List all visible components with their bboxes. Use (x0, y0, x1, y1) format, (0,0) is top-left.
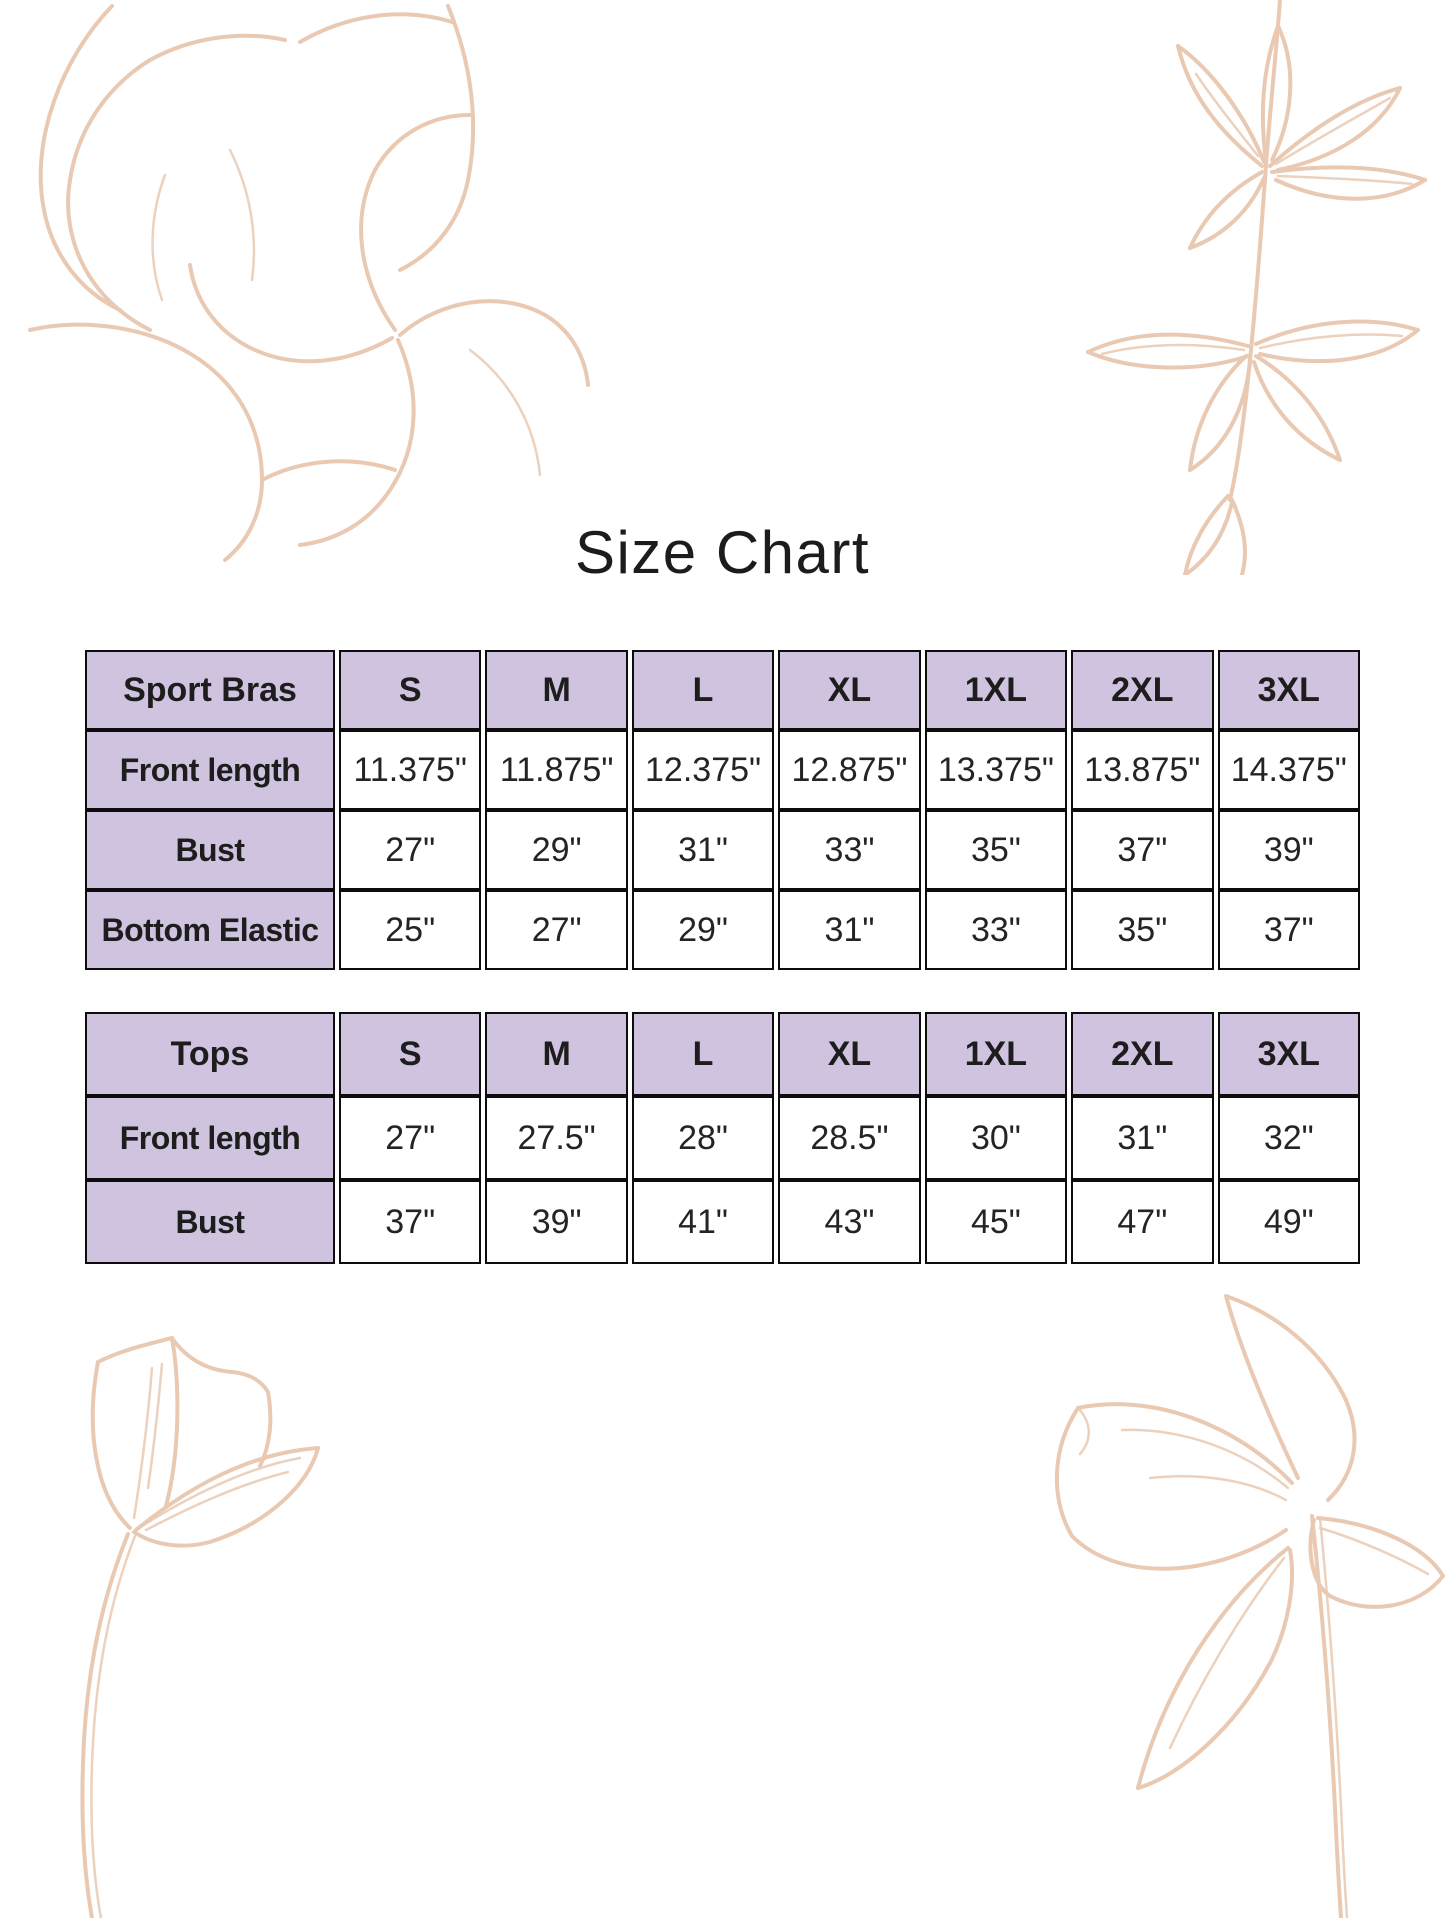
sport-bras-body (85, 730, 1360, 970)
value-cell: 31" (632, 810, 774, 890)
value-cell: 31" (1071, 1096, 1213, 1180)
value-cell: 13.875" (1071, 730, 1213, 810)
row-label-cell: Front length (85, 1096, 335, 1180)
value-cell: 27" (485, 890, 627, 970)
value-cell: 39" (1218, 810, 1360, 890)
measurement-row (85, 1096, 1360, 1180)
value-cell: 27" (339, 1096, 481, 1180)
value-cell: 28" (632, 1096, 774, 1180)
size-header-cell: 2XL (1071, 1012, 1213, 1096)
size-header-cell: L (632, 650, 774, 730)
page-title: Size Chart (574, 519, 871, 586)
wildflower-illustration (1030, 1278, 1445, 1918)
measurement-row (85, 730, 1360, 810)
size-header-cell: L (632, 1012, 774, 1096)
value-cell: 49" (1218, 1180, 1360, 1264)
row-label-cell: Bottom Elastic (85, 890, 335, 970)
value-cell: 35" (925, 810, 1067, 890)
size-header-cell: M (485, 650, 627, 730)
size-header-cell: XL (778, 650, 920, 730)
header-row (85, 650, 1360, 730)
table-title-cell: Sport Bras (85, 650, 335, 730)
value-cell: 47" (1071, 1180, 1213, 1264)
value-cell: 13.375" (925, 730, 1067, 810)
size-header-cell: 3XL (1218, 650, 1360, 730)
peony-flower-illustration (0, 0, 595, 565)
value-cell: 30" (925, 1096, 1067, 1180)
value-cell: 41" (632, 1180, 774, 1264)
value-cell: 39" (485, 1180, 627, 1264)
row-label-cell: Bust (85, 810, 335, 890)
sport-bras-size-table (81, 650, 1364, 970)
value-cell: 33" (925, 890, 1067, 970)
measurement-row (85, 1180, 1360, 1264)
value-cell: 29" (485, 810, 627, 890)
size-header-cell: 1XL (925, 650, 1067, 730)
table-title-cell: Tops (85, 1012, 335, 1096)
value-cell: 37" (1071, 810, 1213, 890)
value-cell: 29" (632, 890, 774, 970)
value-cell: 31" (778, 890, 920, 970)
leaf-branch-illustration (1040, 0, 1445, 575)
tulip-flower-illustration (0, 1328, 330, 1918)
value-cell: 11.375" (339, 730, 481, 810)
value-cell: 14.375" (1218, 730, 1360, 810)
value-cell: 33" (778, 810, 920, 890)
row-label-cell: Front length (85, 730, 335, 810)
size-header-cell: XL (778, 1012, 920, 1096)
tops-header (85, 1012, 1360, 1096)
measurement-row (85, 810, 1360, 890)
value-cell: 32" (1218, 1096, 1360, 1180)
value-cell: 12.375" (632, 730, 774, 810)
value-cell: 35" (1071, 890, 1213, 970)
value-cell: 25" (339, 890, 481, 970)
tops-body (85, 1096, 1360, 1264)
value-cell: 12.875" (778, 730, 920, 810)
value-cell: 43" (778, 1180, 920, 1264)
measurement-row (85, 890, 1360, 970)
header-row (85, 1012, 1360, 1096)
value-cell: 37" (1218, 890, 1360, 970)
size-header-cell: M (485, 1012, 627, 1096)
value-cell: 27" (339, 810, 481, 890)
size-header-cell: S (339, 1012, 481, 1096)
sport-bras-header (85, 650, 1360, 730)
value-cell: 27.5" (485, 1096, 627, 1180)
tops-size-table (81, 1012, 1364, 1264)
size-header-cell: S (339, 650, 481, 730)
value-cell: 45" (925, 1180, 1067, 1264)
value-cell: 11.875" (485, 730, 627, 810)
row-label-cell: Bust (85, 1180, 335, 1264)
value-cell: 37" (339, 1180, 481, 1264)
size-header-cell: 2XL (1071, 650, 1213, 730)
size-header-cell: 3XL (1218, 1012, 1360, 1096)
size-header-cell: 1XL (925, 1012, 1067, 1096)
value-cell: 28.5" (778, 1096, 920, 1180)
